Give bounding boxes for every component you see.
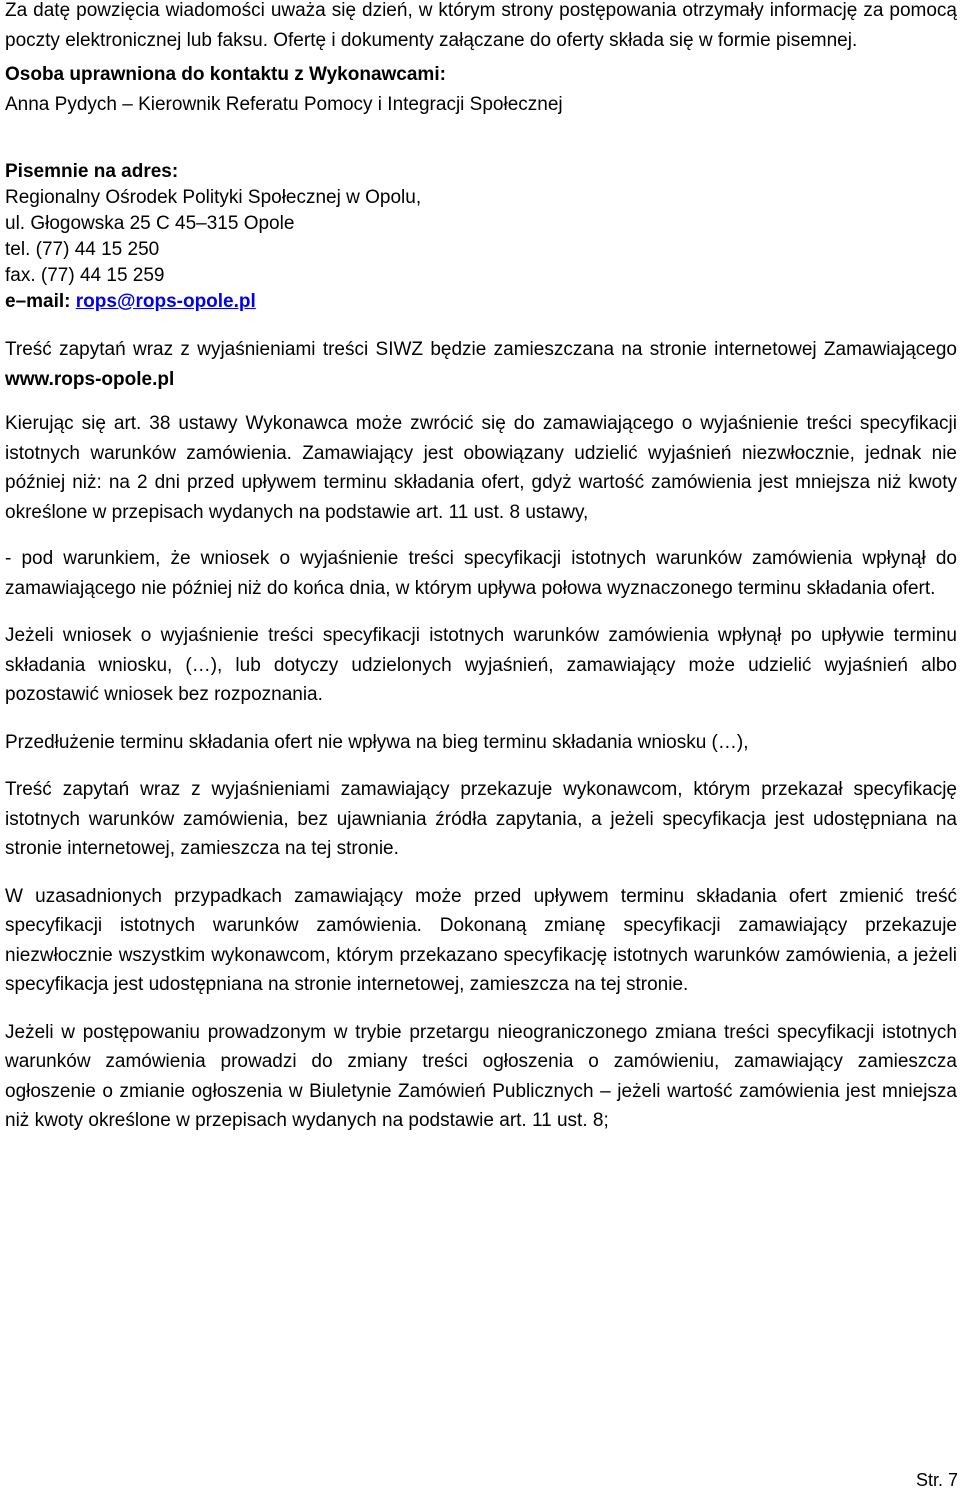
paragraph-specification-change: W uzasadnionych przypadkach zamawiający może przed upływem terminu składania ofert zmienić treść specyfikacji istotnych warunków zamówienia. Dokonaną zmianę specyfikacji zamawiający przekazuje niezwłocznie wszystkim wykonawcom, którym przekazano specyfikację istotnych warunków zamówienia, a jeżeli specyfikacja jest udostępniana na stronie internetowej, zamieszcza na tej stronie. <box>5 885 957 995</box>
intro-paragraph: Za datę powzięcia wiadomości uważa się dzień, w którym strony postępowania otrzymały informację za pomocą poczty elektronicznej lub faksu. Ofertę i dokumenty załączane do oferty składa się w formie pisemnej. <box>5 0 957 51</box>
paragraph-art-38: Kierując się art. 38 ustawy Wykonawca może zwrócić się do zamawiającego o wyjaśnienie treści specyfikacji istotnych warunków zamówienia. Zamawiający jest obowiązany udzielić wyjaśnień niezwłocznie, jednak nie później niż: na 2 dni przed upływem terminu składania ofert, gdyż wartość zamówienia jest mniejsza niż kwoty określone w przepisach wydanych na podstawie art. 11 ust. 8 ustawy, <box>5 413 957 523</box>
address-email-row <box>5 289 957 315</box>
address-fax: fax. (77) 44 15 259 <box>5 265 165 286</box>
email-link[interactable]: rops@rops-opole.pl <box>75 291 256 312</box>
address-tel: tel. (77) 44 15 250 <box>5 239 160 260</box>
paragraph-siwz-questions <box>5 335 957 394</box>
website-link: www.rops-opole.pl <box>5 368 175 390</box>
address-heading: Pisemnie na adres: <box>5 161 179 182</box>
document-page <box>5 0 957 1136</box>
contact-heading: Osoba uprawniona do kontaktu z Wykonawcami: <box>5 64 446 85</box>
paragraph-announcement-change: Jeżeli w postępowaniu prowadzonym w trybie przetargu nieograniczonego zmiana treści specyfikacji istotnych warunków zamówienia prowadzi do zmiany treści ogłoszenia o zamówieniu, zamawiający zamieszcza ogłoszenie o zmianie ogłoszenia w Biuletynie Zamówień Publicznych – jeżeli wartość zamówienia jest mniejsza niż kwoty określone w przepisach wydanych na podstawie art. 11 ust. 8; <box>5 1021 957 1131</box>
address-line-2: ul. Głogowska 25 C 45–315 Opole <box>5 213 295 234</box>
contact-section <box>5 60 957 119</box>
paragraph-late-request: Jeżeli wniosek o wyjaśnienie treści specyfikacji istotnych warunków zamówienia wpłynął po upływie terminu składania wniosku, (…), lub dotyczy udzielonych wyjaśnień, zamawiający może udzielić wyjaśnień albo pozostawić wniosek bez rozpoznania. <box>5 625 957 705</box>
address-section <box>5 159 957 315</box>
email-label: e–mail: <box>5 291 71 312</box>
contact-person: Anna Pydych – Kierownik Referatu Pomocy i Integracji Społecznej <box>5 93 563 115</box>
paragraph-condition: - pod warunkiem, że wniosek o wyjaśnienie treści specyfikacji istotnych warunków zamówienia wpłynął do zamawiającego nie później niż do końca dnia, w którym upływa połowa wyznaczonego terminu składania ofert. <box>5 548 957 599</box>
page-number: Str. 7 <box>915 1470 958 1490</box>
address-line-1: Regionalny Ośrodek Polityki Społecznej w Opolu, <box>5 187 422 208</box>
paragraph-siwz-questions-text: Treść zapytań wraz z wyjaśnieniami treści SIWZ będzie zamieszczana na stronie internetowej Zamawiającego <box>5 339 957 360</box>
paragraph-answers-distribution: Treść zapytań wraz z wyjaśnieniami zamawiający przekazuje wykonawcom, którym przekazał specyfikację istotnych warunków zamówienia, bez ujawniania źródła zapytania, a jeżeli specyfikacja jest udostępniana na stronie internetowej, zamieszcza na tej stronie. <box>5 779 957 859</box>
paragraph-deadline-extension: Przedłużenie terminu składania ofert nie wpływa na bieg terminu składania wniosku (…), <box>5 731 749 753</box>
